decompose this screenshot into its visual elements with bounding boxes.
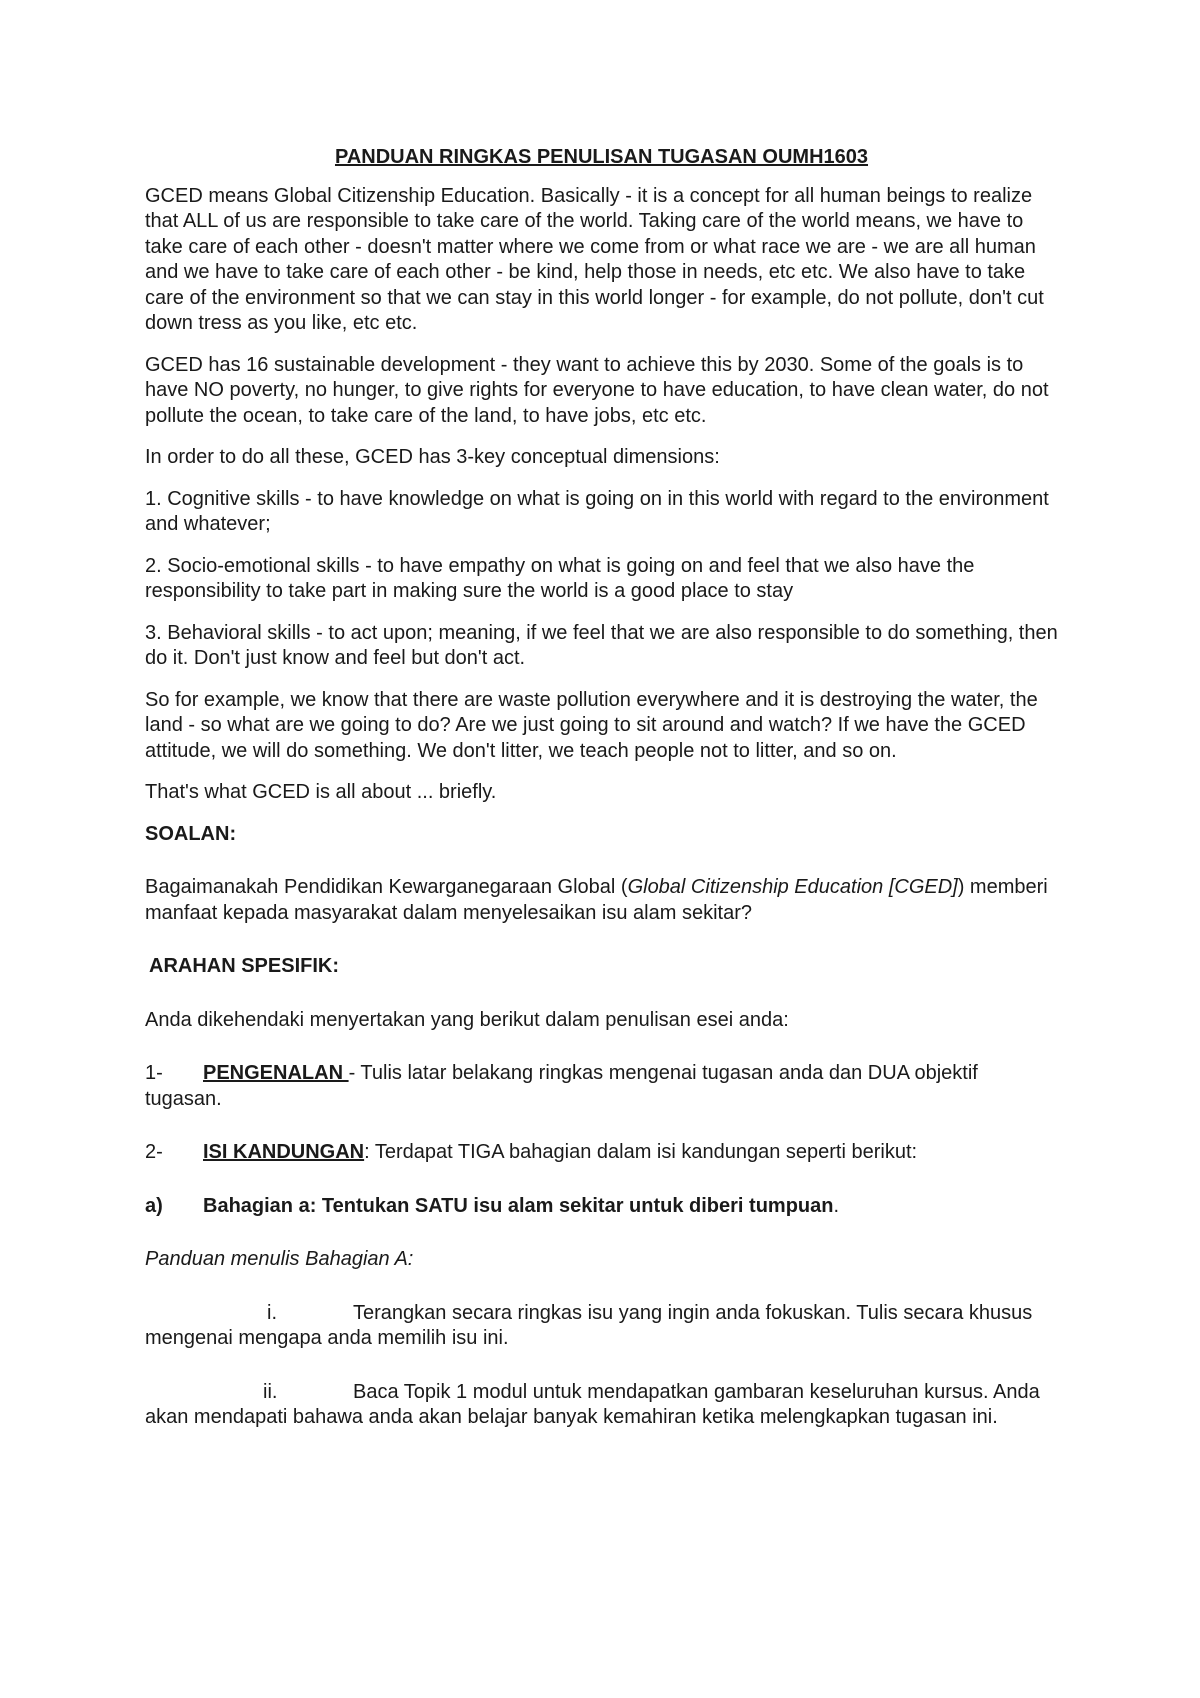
guide-item-i bbox=[145, 1301, 1058, 1352]
soalan-text-before: Bagaimanakah Pendidikan Kewarganegaraan Global ( bbox=[145, 876, 628, 898]
paragraph-example: So for example, we know that there are waste pollution everywhere and it is destroying the water, the land - so what are we going to do? Are we just going to sit around and watch? If we have the GCED attitude, we will do something. We don't litter, we teach people not to litter, and so on. bbox=[145, 688, 1038, 762]
paragraph-sustainable-development: GCED has 16 sustainable development - they want to achieve this by 2030. Some of the goals is to have NO poverty, no hunger, to give rights for everyone to have education, to have clean water, do not pollute the ocean, to take care of the land, to have jobs, etc etc. bbox=[145, 353, 1049, 427]
document-title: PANDUAN RINGKAS PENULISAN TUGASAN OUMH1603 bbox=[334, 146, 869, 168]
guide-title: Panduan menulis Bahagian A: bbox=[145, 1248, 414, 1270]
guide-item-text: Terangkan secara ringkas isu yang ingin anda fokuskan. Tulis secara khusus mengenai mengapa anda memilih isu ini. bbox=[145, 1301, 1033, 1349]
soalan-text-after: ) memberi manfaat kepada masyarakat dalam menyelesaikan isu alam sekitar? bbox=[145, 876, 1048, 924]
arahan-heading: ARAHAN SPESIFIK: bbox=[149, 955, 340, 977]
guide-item-number: ii. bbox=[263, 1380, 278, 1403]
part-tail: . bbox=[833, 1194, 840, 1217]
paragraph-gced-definition: GCED means Global Citizenship Education. Basically - it is a concept for all human beings to realize that ALL of us are responsible to take care of the world. Taking care of the world means, we have to take care of each other - doesn't matter where we come from or what race we are - we are all human and we have to take care of each other - be kind, help those in needs, etc etc. We also have to take care of the environment so that we can stay in this world longer - for example, do not pollute, don't cut down tress as you like, etc etc. bbox=[145, 184, 1044, 334]
bahagian-a bbox=[145, 1194, 1058, 1220]
soalan-text-italic: Global Citizenship Education [CGED] bbox=[627, 876, 958, 898]
item-label-pengenalan: PENGENALAN bbox=[203, 1062, 349, 1084]
item-text-isi-kandungan: : Terdapat TIGA bahagian dalam isi kandungan seperti berikut: bbox=[364, 1141, 918, 1163]
guide-item-number: i. bbox=[267, 1301, 277, 1324]
paragraph-socio-emotional-skills: 2. Socio-emotional skills - to have empathy on what is going on and feel that we also have the responsibility to take part in making sure the world is a good place to stay bbox=[145, 554, 975, 602]
guide-item-ii bbox=[145, 1380, 1058, 1431]
arahan-item-pengenalan bbox=[145, 1061, 1058, 1112]
paragraph-dimensions-intro: In order to do all these, GCED has 3-key conceptual dimensions: bbox=[145, 446, 720, 468]
arahan-intro: Anda dikehendaki menyertakan yang berikut dalam penulisan esei anda: bbox=[145, 1008, 789, 1031]
item-text-pengenalan: - Tulis latar belakang ringkas mengenai tugasan anda dan DUA objektif tugasan. bbox=[145, 1062, 978, 1110]
soalan-heading: SOALAN: bbox=[145, 822, 237, 845]
guide-item-indent bbox=[145, 1302, 353, 1324]
item-label-isi-kandungan: ISI KANDUNGAN bbox=[203, 1141, 365, 1163]
arahan-item-isi-kandungan bbox=[145, 1140, 1058, 1166]
guide-item-text: Baca Topik 1 modul untuk mendapatkan gambaran keseluruhan kursus. Anda akan mendapati bahawa anda akan belajar banyak kemahiran ketika melengkapkan tugasan ini. bbox=[145, 1380, 1040, 1428]
part-number: a) bbox=[145, 1194, 163, 1217]
part-label: Bahagian a: Tentukan SATU isu alam sekitar untuk diberi tumpuan bbox=[203, 1194, 834, 1217]
paragraph-summary: That's what GCED is all about ... briefly. bbox=[145, 781, 497, 803]
guide-item-indent bbox=[145, 1381, 353, 1403]
soalan-question bbox=[145, 875, 1058, 926]
item-number: 1- bbox=[145, 1062, 163, 1084]
paragraph-cognitive-skills: 1. Cognitive skills - to have knowledge on what is going on in this world with regard to the environment and whatever; bbox=[145, 487, 1049, 535]
paragraph-behavioral-skills: 3. Behavioral skills - to act upon; meaning, if we feel that we are also responsible to do something, then do it. Don't just know and feel but don't act. bbox=[145, 621, 1058, 669]
item-number: 2- bbox=[145, 1141, 163, 1163]
